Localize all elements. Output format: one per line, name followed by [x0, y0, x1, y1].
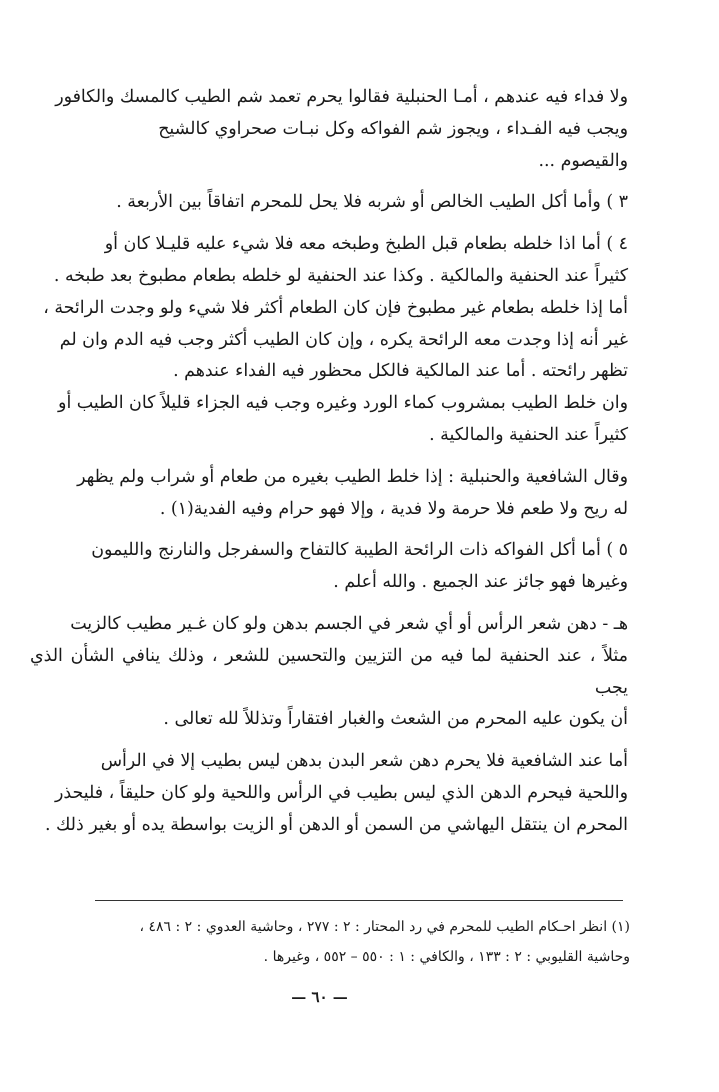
paragraph-point-5	[30, 535, 628, 599]
text-line: واللحية فيحرم الدهن الذي ليس بطيب في الرأس واللحية ولو كان حليقاً ، فليحذر	[54, 782, 628, 803]
text-line: له ريح ولا طعم فلا حرمة ولا فدية ، وإلا فهو حرام وفيه الفدية(١) .	[159, 498, 628, 519]
text-line: والقيصوم ...	[538, 150, 628, 171]
text-line: المحرم ان ينتقل اليهاشي من السمن أو الدهن أو الزيت بواسطة يده أو بغير ذلك .	[44, 814, 628, 835]
footnotes	[24, 912, 630, 972]
text-line: مثلاً ، عند الحنفية لما فيه من التزيين والتحسين للشعر ، وذلك ينافي الشأن الذي يجب	[30, 645, 628, 698]
paragraph-point-4	[30, 229, 628, 388]
text-line: ولا فداء فيه عندهم ، أمـا الحنبلية فقالوا يحرم تعمد شم الطيب كالمسك والكافور	[55, 87, 628, 107]
paragraph-shafii-hanbali	[30, 462, 628, 526]
text-line: أن يكون عليه المحرم من الشعث والغبار افتقاراً وتذللاً لله تعالى .	[163, 709, 628, 730]
paragraph-musk-camphor	[30, 82, 628, 177]
footnote-line: وحاشية القليوبي : ٢ : ١٣٣ ، والكافي : ١ : ٥٥٠ – ٥٥٢ ، وغيرها .	[263, 949, 630, 965]
footnote-line: (١) انظر احـكام الطيب للمحرم في رد المحتار : ٢ : ٢٧٧ ، وحاشية العدوي : ٢ : ٤٨٦ ،	[139, 919, 630, 935]
text-line: ٣ ) وأما أكل الطيب الخالص أو شربه فلا يحل للمحرم اتفاقاً بين الأربعة .	[116, 192, 628, 213]
text-line: أما إذا خلطه بطعام غير مطبوخ فإن كان الطعام أكثر فلا شيء ولو وجدت الرائحة ،	[43, 297, 628, 318]
page-number: — ٦٠ —	[291, 988, 348, 1006]
text-line: غير أنه إذا وجدت معه الرائحة يكره ، وإن كان الطيب أكثر وجب فيه الدم وان لم	[59, 329, 628, 350]
text-line: ٤ ) أما اذا خلطه بطعام قبل الطبخ وطبخه معه فلا شيء عليه قليـلا كان أو	[104, 234, 628, 255]
text-line: أما عند الشافعية فلا يحرم دهن شعر البدن بدهن ليس بطيب إلا في الرأس	[100, 751, 628, 772]
text-line: وان خلط الطيب بمشروب كماء الورد وغيره وجب فيه الجزاء قليلاً كان الطيب أو	[58, 393, 628, 414]
paragraph-shafii-oil	[30, 746, 628, 841]
text-line: تظهر رائحته . أما عند المالكية فالكل محظور فيه الفداء عندهم .	[173, 361, 628, 382]
text-line: وغيرها فهو جائز عند الجميع . والله أعلم .	[333, 572, 628, 593]
paragraph-point-3	[30, 187, 628, 219]
text-line: ويجب فيه الفـداء ، ويجوز شم الفواكه وكل نبـات صحراوي كالشيح	[158, 118, 628, 139]
text-line: وقال الشافعية والحنبلية : إذا خلط الطيب بغيره من طعام أو شراب ولم يظهر	[77, 466, 628, 487]
text-line: هـ - دهن شعر الرأس أو أي شعر في الجسم بدهن ولو كان غـير مطيب كالزيت	[70, 613, 628, 634]
text-line: كثيراً عند الحنفية والمالكية .	[429, 424, 628, 445]
footnote-divider	[95, 900, 623, 901]
text-line: ٥ ) أما أكل الفواكه ذات الرائحة الطيبة كالتفاح والسفرجل والنارنج والليمون	[91, 540, 628, 561]
paragraph-drinks	[30, 388, 628, 452]
main-text	[30, 82, 628, 842]
text-line: كثيراً عند الحنفية والمالكية . وكذا عند الحنفية لو خلطه بطعام مطبوخ بعد طبخه .	[53, 265, 628, 286]
paragraph-section-ha	[30, 609, 628, 736]
